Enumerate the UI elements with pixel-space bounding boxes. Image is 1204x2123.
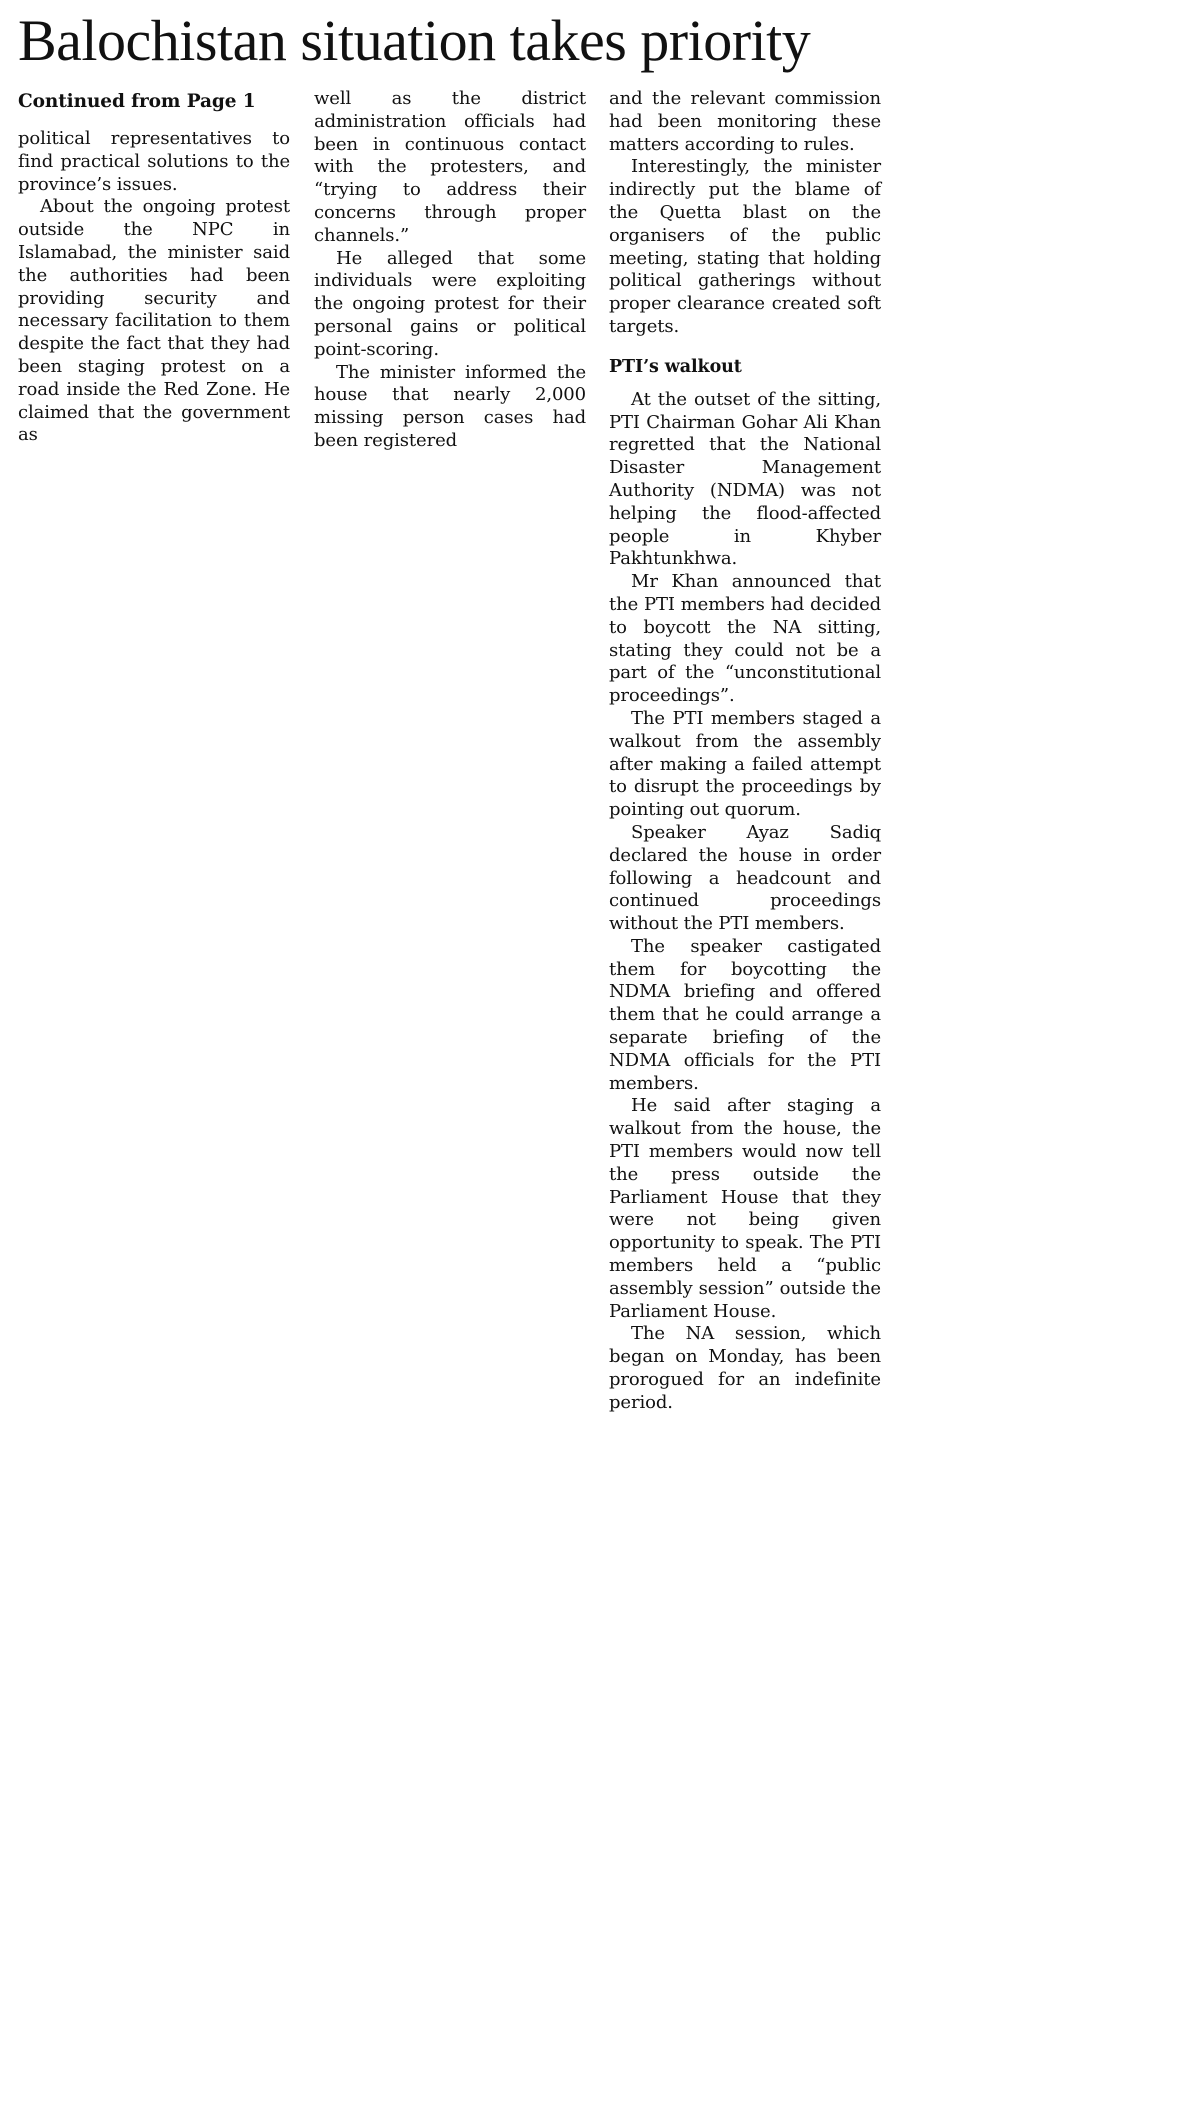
- paragraph: The PTI members staged a walkout from the assembly after making a failed attempt to disrupt the proceedings by pointing out quorum.: [609, 707, 881, 821]
- headline: Balochistan situation takes priority: [18, 8, 811, 73]
- paragraph: well as the district administration officials had been in continuous contact with the protesters, and “trying to address their concerns through proper channels.”: [314, 88, 586, 246]
- paragraph: Speaker Ayaz Sadiq declared the house in order following a headcount and continued proceedings without the PTI members.: [609, 821, 881, 935]
- paragraph: The speaker castigated them for boycotting the NDMA briefing and offered them that he could arrange a separate briefing of the NDMA officials for the PTI members.: [609, 935, 881, 1094]
- subheading: PTI’s walkout: [609, 356, 742, 377]
- paragraph: and the relevant commission had been monitoring these matters according to rules.: [609, 88, 881, 155]
- paragraph: At the outset of the sitting, PTI Chairman Gohar Ali Khan regretted that the National Disaster Management Authority (NDMA) was not helping the flood-affected people in Khyber Pakhtunkhwa.: [609, 388, 881, 570]
- paragraph: He said after staging a walkout from the house, the PTI members would now tell the press outside the Parliament House that they were not being given opportunity to speak. The PTI members held a “public assembly session” outside the Parliament House.: [609, 1095, 881, 1322]
- article-column-3: [609, 88, 881, 1415]
- continued-from-label: Continued from Page 1: [18, 91, 256, 112]
- paragraph: The minister informed the house that nearly 2,000 missing person cases had been registered: [314, 361, 586, 451]
- paragraph: About the ongoing protest outside the NPC in Islamabad, the minister said the authorities had been providing security and necessary facilitation to them despite the fact that they had been staging protest on a road inside the Red Zone. He claimed that the government as: [18, 196, 290, 446]
- article-column-2: [314, 88, 586, 453]
- paragraph: political representatives to find practical solutions to the province’s issues.: [18, 128, 290, 195]
- paragraph: Mr Khan announced that the PTI members had decided to boycott the NA sitting, stating they could not be a part of the “unconstitutional proceedings”.: [609, 571, 881, 707]
- paragraph: The NA session, which began on Monday, has been prorogued for an indefinite period.: [609, 1323, 881, 1413]
- article-column-1: [18, 88, 290, 447]
- paragraph: Interestingly, the minister indirectly put the blame of the Quetta blast on the organisers of the public meeting, stating that holding political gatherings without proper clearance created soft targets.: [609, 156, 881, 337]
- paragraph: He alleged that some individuals were exploiting the ongoing protest for their personal gains or political point-scoring.: [314, 247, 586, 360]
